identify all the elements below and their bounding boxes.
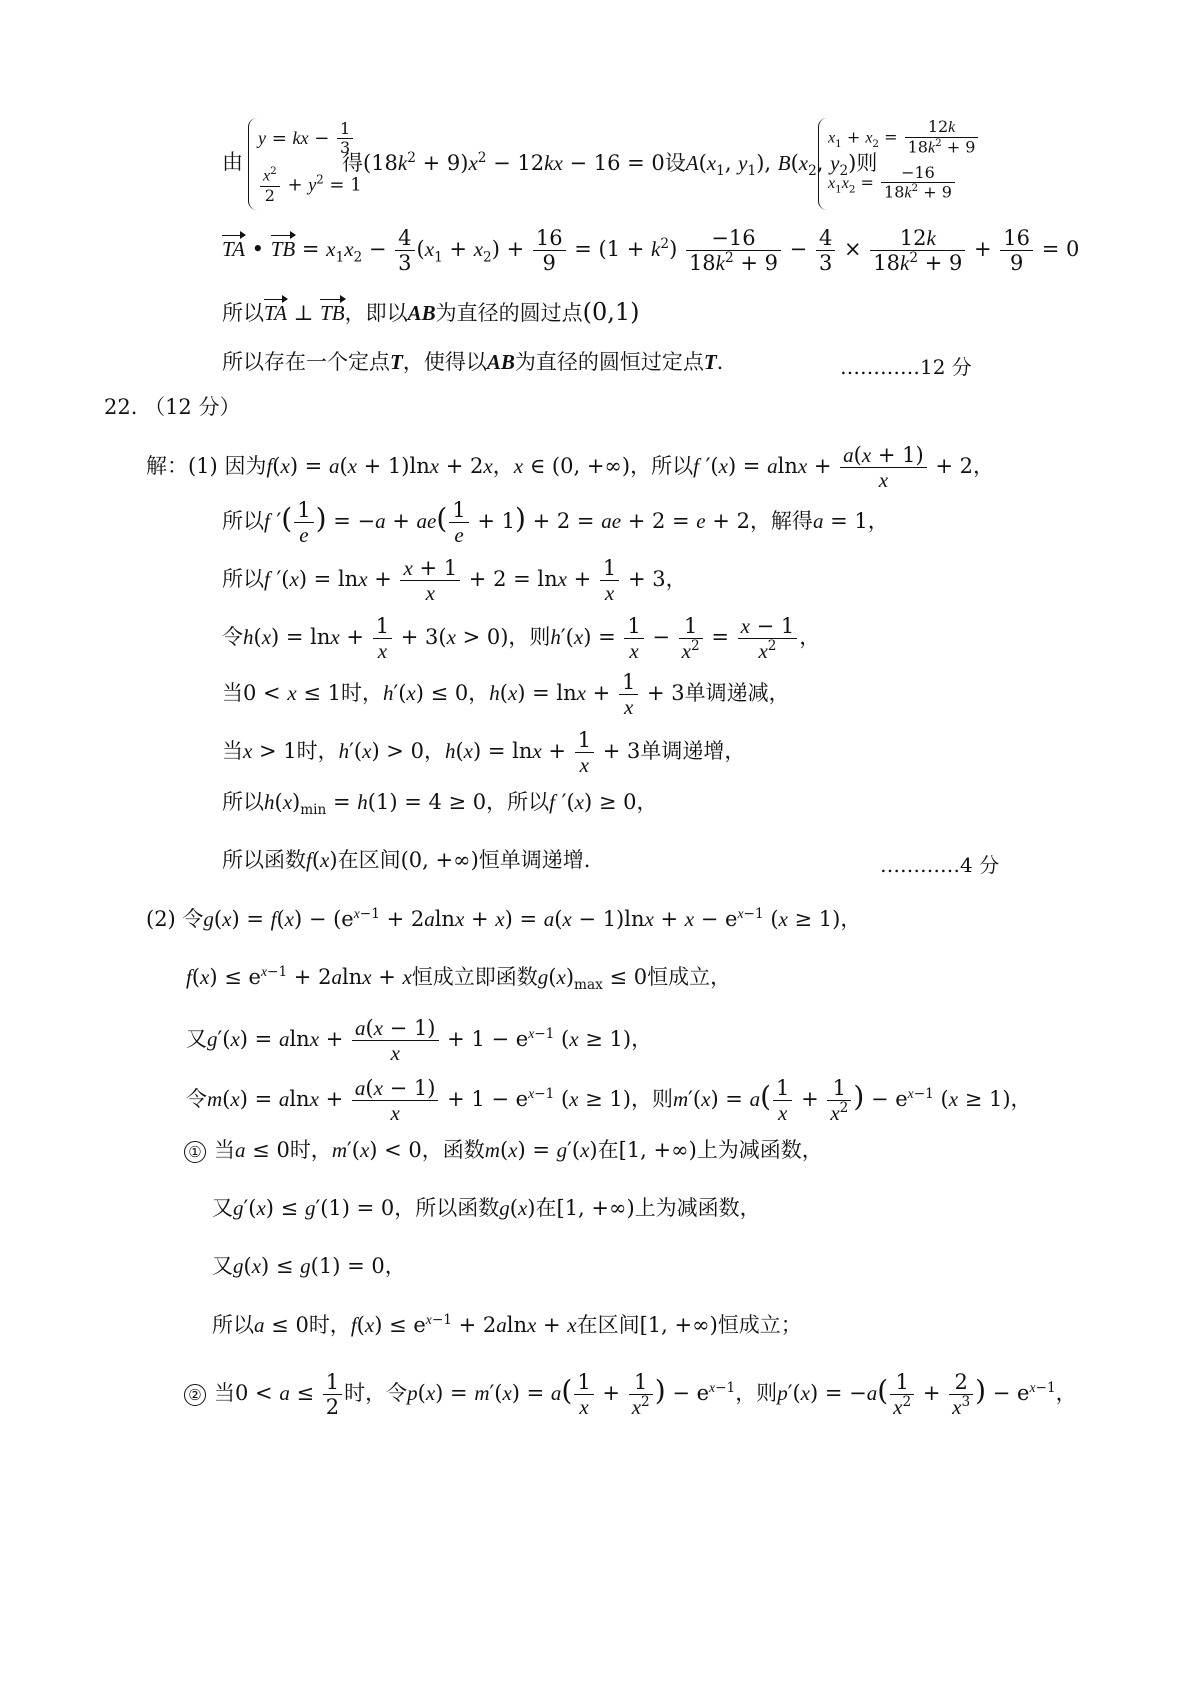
text-hengzeng: 恒单调递增. — [478, 848, 591, 872]
text-ze-1: ，则 — [508, 625, 551, 650]
word-de: 得 — [342, 151, 363, 175]
solve-equation-line: 得$(18k^2 + 9)x^2 - 12kx - 16 = 0$设$A(x_1$, $y_1$), $B(x_2$, $y_2$)则 — [342, 150, 878, 180]
point-01: (0,1) — [582, 298, 640, 326]
text-hengcheng-2: 恒成立， — [647, 965, 732, 989]
q22-part2-line1: (2) 令$g(x) = f(x) - (e^{x-1} + 2alnx + x) = a(x - 1)\ln x + x - e^{x-1}$ (x ≥ 1)， — [146, 906, 862, 931]
q22-part2-line2: $f(x) \le e^{x-1} + 2alnx + x$恒成立即函数$g(x)_{max} \le 0$恒成立， — [186, 964, 732, 994]
prefix-you: 由 — [222, 150, 243, 174]
sys-left-row-1: y = kx − $\frac{1}{3}$ — [258, 120, 355, 158]
text-shi-3: 时， — [289, 1138, 332, 1162]
text-you-2: 又 — [212, 1196, 233, 1220]
text-dang-3: 当 — [214, 1138, 235, 1162]
text-suoyi-2: 所以 — [222, 509, 264, 534]
sys-right-row-1: $x_1 + x_2$ = $\frac{12k}{18k^2 + 9}$ — [828, 118, 980, 158]
text-shi-2: 时， — [296, 739, 339, 764]
part1-label: 解：(1) — [146, 454, 218, 479]
text-dang-2: 当 — [222, 739, 243, 764]
sys-right-row-2: $x_1x_2$ = $\frac{-16}{18k^2 + 9}$ — [828, 164, 957, 203]
right-system-brace — [818, 118, 827, 210]
text-hengcheng: 恒成立即函数 — [411, 965, 538, 989]
text-suoyi-hanshu: ，所以函数 — [394, 1196, 500, 1220]
q22-line3: 所以f ′(x) = lnx + $\frac{x + 1}{x}$ + 2 = lnx + $\frac{1}{x}$ + 3， — [222, 556, 687, 606]
text-henguo: 为直径的圆恒过定点 — [514, 350, 704, 374]
word-set: 设 — [664, 151, 686, 175]
text-suoyi-6: 所以 — [212, 1313, 254, 1337]
text-dang-1: 当 — [222, 681, 243, 706]
text-dizeng: 单调递增， — [640, 739, 746, 764]
text-jianhanshu-2: 上为减函数， — [634, 1196, 761, 1220]
text-zai: 在 — [597, 1138, 619, 1162]
text-hanshu-2: ，函数 — [421, 1138, 485, 1162]
conclusion-line-1: 所以TA ⊥ TB，即以AB为直径的圆过点(0,1) — [222, 298, 640, 326]
text-jiede: ，解得 — [749, 509, 813, 534]
text-suoyi-5: ，所以 — [486, 790, 550, 814]
q22-line5: 当0 < x ≤ 1时，h′(x) ≤ 0，h(x) = lnx + $\frac{1}{x}$ + 3单调递减， — [222, 670, 790, 720]
intro-solve-line — [222, 150, 243, 175]
case2-line1: ② 当0 < a ≤ $\frac{1}{2}$ 时，令p(x) = m′(x) = a( $\frac{1}{x}$ + $\frac{1}{x^2}$ ) − $e^{x-1}$，则p′(x) = −a( $\frac{1}{x^2}$ + $\frac{2}{x^3}$ ) − $e^{x-1}$， — [184, 1370, 1077, 1419]
text-ling-1: 令 — [222, 625, 243, 650]
text-suoyi-1: ，所以 — [630, 454, 694, 479]
text-ze-3: ，则 — [735, 1381, 778, 1406]
case1-line4: 所以a ≤ 0时，$f(x) \le e^{x-1} + 2alnx + x$在区间[1, +∞)恒成立； — [212, 1312, 802, 1337]
q22-part2-line4: 令m(x) = alnx + $\frac{a(x - 1)}{x}$ + $1 - e^{x-1}$ (x ≥ 1)，则m′(x) = a( $\frac{1}{x}$ + $\frac{1}{x^2}$ ) − $e^{x-1}$ (x ≥ 1)， — [186, 1076, 1032, 1126]
text-dang-4: 当 — [214, 1381, 235, 1406]
sys-left-row-2: $\frac{x^2}{2}$ + $y^2 = 1$ — [258, 166, 362, 205]
text-suoyi-3: 所以 — [222, 567, 264, 592]
conclusion-line-2: 所以存在一个定点T，使得以AB为直径的圆恒过定点T. — [222, 350, 724, 374]
q22-line6: 当x > 1时，h′(x) > 0，h(x) = lnx + $\frac{1}{x}$ + 3单调递增， — [222, 728, 746, 778]
q22-line8: 所以函数f(x)在区间(0, +∞)恒单调递增. — [222, 848, 591, 872]
score-12: …………12 分 — [840, 355, 972, 379]
text-shi-4: 时， — [308, 1313, 351, 1337]
text-ling-2: 令 — [186, 1087, 207, 1112]
text-ji: ，即以 — [344, 301, 408, 325]
text-zai-2: 在 — [535, 1196, 557, 1220]
part2-label: (2) 令 — [146, 907, 204, 931]
score-4: …………4 分 — [880, 853, 1000, 877]
text-circle: 为直径的圆过点 — [435, 301, 583, 325]
text-shide: ，使得以 — [402, 350, 487, 374]
left-system-brace — [248, 118, 257, 210]
case1-line1: ① 当a ≤ 0时，m′(x) < 0，函数m(x) = g′(x)在[1, +∞)上为减函数， — [184, 1138, 823, 1163]
text-jianhanshu: 上为减函数， — [696, 1138, 823, 1162]
word-then: 则 — [856, 151, 878, 175]
q22-line7: 所以$h(x)_{min} = h(1) = 4 \ge 0$，所以f ′(x) ≥ 0， — [222, 790, 658, 819]
text-qujian-2: 在区间 — [576, 1313, 640, 1337]
text-ze-2: ，则 — [630, 1087, 673, 1112]
q22-part1-line1: 解：(1) 因为f(x) = a(x + 1)lnx + 2x，x ∈ (0, +∞)，所以f ′(x) = alnx + $\frac{a(x + 1)}{x}$ + 2， — [146, 443, 994, 493]
q22-line2: 所以f ′( $\frac{1}{e}$ ) = −a + ae( $\frac{1}{e}$ + 1) + 2 = ae + 2 = e + 2，解得a = 1， — [222, 498, 889, 548]
text-dijian: 单调递减， — [684, 681, 790, 706]
case1-line2: 又g′(x) ≤ g′(1) = 0，所以函数g(x)在[1, +∞)上为减函数， — [212, 1196, 761, 1220]
text-you-3: 又 — [212, 1254, 233, 1278]
q22-line4: 令h(x) = lnx + $\frac{1}{x}$ + 3(x > 0)，则h′(x) = $\frac{1}{x}$ − $\frac{1}{x^2}$ = $\frac{x - 1}{x^2}$ ， — [222, 614, 821, 664]
case1-marker: ① — [184, 1141, 206, 1163]
text-hengchengli: 恒成立； — [717, 1313, 802, 1337]
case1-line3: 又g(x) ≤ g(1) = 0， — [212, 1254, 406, 1278]
text-shi-ling: 时，令 — [344, 1381, 408, 1406]
text-suoyi: 所以 — [222, 301, 264, 325]
q22-header: 22. （12 分） — [104, 395, 241, 419]
text-shi-1: 时， — [340, 681, 383, 706]
text-exist: 所以存在一个定点 — [222, 350, 390, 374]
text-suoyi-4: 所以 — [222, 790, 264, 814]
text-you: 又 — [186, 1027, 207, 1052]
case2-marker: ② — [184, 1384, 206, 1406]
text-yinwei: 因为 — [224, 454, 267, 479]
dot-product-line: TA • TB = $x_1x_2$ − $\frac{4}{3}$ $(x_1 + x_2)$ + $\frac{16}{9}$ = $(1 + k^2)$ $\frac{-16}{18k^2 + 9}$ − $\frac{4}{3}$ × $\frac{12k}{18k^2 + 9}$ + $\frac{16}{9}$ = 0 — [222, 226, 1080, 276]
q22-part2-line3: 又g′(x) = alnx + $\frac{a(x - 1)}{x}$ + $1 - e^{x-1}$ (x ≥ 1)， — [186, 1016, 653, 1066]
text-hanshu: 所以函数 — [222, 848, 306, 872]
text-qujian: 在区间 — [337, 848, 401, 872]
